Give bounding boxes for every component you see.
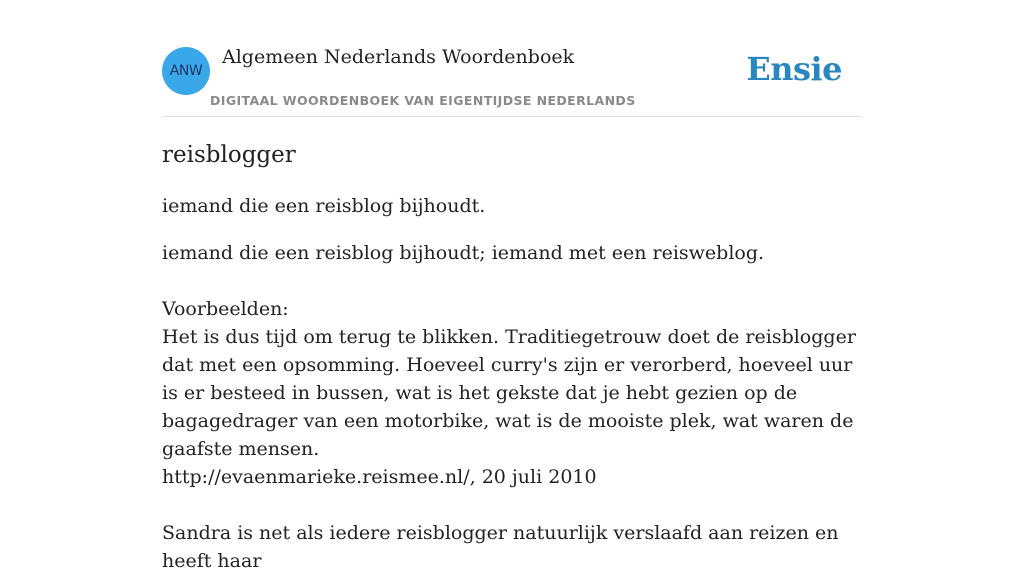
examples-section bbox=[162, 295, 862, 575]
example-item bbox=[162, 323, 862, 491]
site-header bbox=[162, 0, 862, 117]
anw-logo[interactable]: ANW bbox=[162, 47, 210, 95]
short-definition: iemand die een reisblog bijhoudt. bbox=[162, 195, 486, 217]
examples-label: Voorbeelden: bbox=[162, 298, 289, 320]
example-source: http://evaenmarieke.reismee.nl/, 20 juli 2010 bbox=[162, 466, 597, 488]
example-item bbox=[162, 519, 862, 575]
entry-headword: reisblogger bbox=[162, 142, 296, 168]
example-text: Het is dus tijd om terug te blikken. Traditiegetrouw doet de reisblogger dat met een opsomming. Hoeveel curry's zijn er verorberd, hoeveel uur is er besteed in bussen, wat is het gekste dat je hebt gezien op de bagagedrager van een motorbike, wat is de mooiste plek, wat waren de gaafste mensen. bbox=[162, 326, 856, 460]
site-title[interactable]: Algemeen Nederlands Woordenboek bbox=[222, 46, 575, 68]
entry-content bbox=[162, 140, 862, 575]
site-subtitle: DIGITAAL WOORDENBOEK VAN EIGENTIJDSE NEDERLANDS bbox=[210, 93, 636, 108]
ensie-brand-logo[interactable]: Ensie bbox=[746, 50, 842, 88]
long-definition: iemand die een reisblog bijhoudt; iemand met een reisweblog. bbox=[162, 242, 765, 264]
example-text: Sandra is net als iedere reisblogger natuurlijk verslaafd aan reizen en heeft haar bbox=[162, 522, 839, 572]
